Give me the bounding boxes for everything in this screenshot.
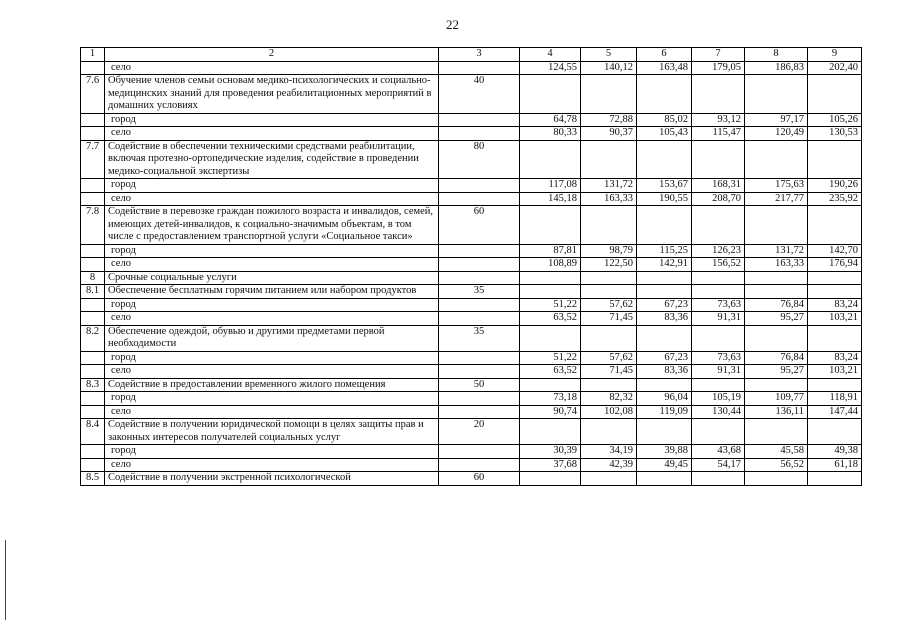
tariff-value-cell <box>808 75 862 114</box>
service-name-cell: город <box>105 445 439 459</box>
row-number-cell <box>81 458 105 472</box>
table-row <box>81 445 862 459</box>
tariff-value-cell <box>692 325 745 351</box>
table-row <box>81 140 862 179</box>
tariff-value-cell <box>520 419 581 445</box>
tariff-value-cell <box>581 75 637 114</box>
tariff-value-cell <box>581 206 637 245</box>
points-cell <box>439 458 520 472</box>
tariff-value-cell: 30,39 <box>520 445 581 459</box>
table-row <box>81 365 862 379</box>
service-name-cell: село <box>105 312 439 326</box>
row-number-cell <box>81 127 105 141</box>
tariff-value-cell: 42,39 <box>581 458 637 472</box>
service-name-cell: Содействие в получении юридической помощи в целях защиты прав и законных интересов получателей социальных услуг <box>105 419 439 445</box>
column-number-cell: 3 <box>439 48 520 62</box>
tariff-value-cell: 176,94 <box>808 258 862 272</box>
service-name-cell: город <box>105 298 439 312</box>
tariff-value-cell: 37,68 <box>520 458 581 472</box>
tariff-value-cell <box>692 206 745 245</box>
tariff-value-cell: 51,22 <box>520 351 581 365</box>
tariff-value-cell <box>637 271 692 285</box>
tariff-value-cell: 73,18 <box>520 392 581 406</box>
points-cell <box>439 258 520 272</box>
tariff-value-cell: 163,33 <box>745 258 808 272</box>
row-number-cell <box>81 405 105 419</box>
points-cell <box>439 298 520 312</box>
tariff-value-cell <box>581 325 637 351</box>
tariff-value-cell: 118,91 <box>808 392 862 406</box>
tariff-value-cell <box>745 378 808 392</box>
tariff-value-cell <box>745 140 808 179</box>
tariff-value-cell: 190,55 <box>637 192 692 206</box>
tariff-value-cell: 136,11 <box>745 405 808 419</box>
tariff-value-cell <box>637 285 692 299</box>
row-number-cell: 8.5 <box>81 472 105 486</box>
tariff-value-cell: 67,23 <box>637 351 692 365</box>
tariff-value-cell: 90,37 <box>581 127 637 141</box>
table-row <box>81 127 862 141</box>
tariff-value-cell: 117,08 <box>520 179 581 193</box>
tariff-value-cell <box>581 140 637 179</box>
tariff-value-cell <box>692 75 745 114</box>
tariff-value-cell: 235,92 <box>808 192 862 206</box>
points-cell <box>439 392 520 406</box>
tariff-value-cell <box>637 325 692 351</box>
tariff-value-cell <box>745 472 808 486</box>
points-cell <box>439 351 520 365</box>
tariff-value-cell: 105,43 <box>637 127 692 141</box>
column-number-cell: 8 <box>745 48 808 62</box>
row-number-cell: 7.7 <box>81 140 105 179</box>
tariff-value-cell: 49,45 <box>637 458 692 472</box>
tariff-value-cell: 130,53 <box>808 127 862 141</box>
tariff-value-cell: 91,31 <box>692 365 745 379</box>
points-cell <box>439 271 520 285</box>
points-cell: 80 <box>439 140 520 179</box>
tariff-value-cell: 73,63 <box>692 298 745 312</box>
points-cell <box>439 127 520 141</box>
row-number-cell <box>81 365 105 379</box>
tariff-value-cell: 103,21 <box>808 365 862 379</box>
table-row <box>81 113 862 127</box>
tariff-value-cell <box>637 419 692 445</box>
service-name-cell: город <box>105 244 439 258</box>
tariff-value-cell <box>808 206 862 245</box>
tariff-value-cell <box>745 271 808 285</box>
column-number-cell: 2 <box>105 48 439 62</box>
tariff-value-cell: 49,38 <box>808 445 862 459</box>
tariff-value-cell <box>692 140 745 179</box>
tariff-value-cell: 153,67 <box>637 179 692 193</box>
row-number-cell <box>81 244 105 258</box>
tariff-value-cell <box>520 75 581 114</box>
tariff-value-cell <box>808 271 862 285</box>
points-cell <box>439 365 520 379</box>
tariff-value-cell <box>520 285 581 299</box>
table-row <box>81 206 862 245</box>
tariff-value-cell <box>637 206 692 245</box>
row-number-cell: 8.2 <box>81 325 105 351</box>
points-cell <box>439 244 520 258</box>
tariff-value-cell <box>692 378 745 392</box>
service-name-cell: Содействие в получении экстренной психологической <box>105 472 439 486</box>
tariff-value-cell: 51,22 <box>520 298 581 312</box>
tariff-value-cell <box>808 285 862 299</box>
tariff-value-cell: 130,44 <box>692 405 745 419</box>
tariff-value-cell <box>581 271 637 285</box>
service-name-cell: Содействие в предоставлении временного жилого помещения <box>105 378 439 392</box>
tariff-value-cell <box>581 378 637 392</box>
points-cell <box>439 405 520 419</box>
table-row <box>81 378 862 392</box>
tariff-value-cell: 175,63 <box>745 179 808 193</box>
row-number-cell <box>81 113 105 127</box>
tariff-value-cell: 57,62 <box>581 351 637 365</box>
table-row <box>81 405 862 419</box>
table-row <box>81 244 862 258</box>
tariff-value-cell: 85,02 <box>637 113 692 127</box>
service-name-cell: город <box>105 179 439 193</box>
tariff-value-cell: 83,24 <box>808 351 862 365</box>
tariff-value-cell: 56,52 <box>745 458 808 472</box>
points-cell <box>439 192 520 206</box>
points-cell: 50 <box>439 378 520 392</box>
column-number-header <box>81 48 862 62</box>
tariff-value-cell: 83,36 <box>637 312 692 326</box>
tariff-value-cell: 71,45 <box>581 365 637 379</box>
tariff-value-cell: 122,50 <box>581 258 637 272</box>
tariff-value-cell: 119,09 <box>637 405 692 419</box>
tariff-table <box>80 47 862 486</box>
tariff-value-cell <box>745 206 808 245</box>
service-name-cell: Содействие в перевозке граждан пожилого возраста и инвалидов, семей, имеющих детей-инвалидов, к социально-значимым объектам, в том числе с предоставлением транспортной услуги «Социальное такси» <box>105 206 439 245</box>
tariff-value-cell <box>808 472 862 486</box>
tariff-value-cell <box>581 285 637 299</box>
table-row <box>81 271 862 285</box>
table-row <box>81 392 862 406</box>
tariff-value-cell: 217,77 <box>745 192 808 206</box>
tariff-value-cell: 73,63 <box>692 351 745 365</box>
tariff-value-cell: 109,77 <box>745 392 808 406</box>
table-row <box>81 472 862 486</box>
row-number-cell <box>81 298 105 312</box>
tariff-value-cell: 163,48 <box>637 61 692 75</box>
tariff-value-cell: 71,45 <box>581 312 637 326</box>
tariff-value-cell <box>745 75 808 114</box>
tariff-value-cell <box>637 378 692 392</box>
row-number-cell <box>81 179 105 193</box>
service-name-cell: Обучение членов семьи основам медико-психологических и социально-медицинских знаний для проведения реабилитационных мероприятий в домашних условиях <box>105 75 439 114</box>
tariff-value-cell <box>808 378 862 392</box>
service-name-cell: Обеспечение бесплатным горячим питанием или набором продуктов <box>105 285 439 299</box>
tariff-value-cell: 120,49 <box>745 127 808 141</box>
tariff-value-cell <box>637 472 692 486</box>
row-number-cell <box>81 61 105 75</box>
tariff-value-cell: 147,44 <box>808 405 862 419</box>
tariff-value-cell: 168,31 <box>692 179 745 193</box>
row-number-cell: 7.8 <box>81 206 105 245</box>
tariff-value-cell: 95,27 <box>745 312 808 326</box>
tariff-value-cell <box>520 271 581 285</box>
tariff-value-cell: 208,70 <box>692 192 745 206</box>
table-row <box>81 351 862 365</box>
tariff-value-cell: 190,26 <box>808 179 862 193</box>
tariff-value-cell <box>808 325 862 351</box>
row-number-cell: 8 <box>81 271 105 285</box>
tariff-value-cell: 124,55 <box>520 61 581 75</box>
points-cell: 20 <box>439 419 520 445</box>
table-row <box>81 285 862 299</box>
tariff-value-cell: 105,19 <box>692 392 745 406</box>
row-number-cell: 8.3 <box>81 378 105 392</box>
tariff-value-cell: 105,26 <box>808 113 862 127</box>
points-cell <box>439 61 520 75</box>
tariff-value-cell <box>745 325 808 351</box>
tariff-value-cell <box>520 140 581 179</box>
service-name-cell: Обеспечение одеждой, обувью и другими предметами первой необходимости <box>105 325 439 351</box>
tariff-value-cell: 126,23 <box>692 244 745 258</box>
tariff-value-cell: 102,08 <box>581 405 637 419</box>
column-number-cell: 5 <box>581 48 637 62</box>
tariff-value-cell <box>520 206 581 245</box>
tariff-value-cell: 43,68 <box>692 445 745 459</box>
tariff-value-cell: 140,12 <box>581 61 637 75</box>
table-row <box>81 61 862 75</box>
tariff-value-cell <box>745 285 808 299</box>
points-cell: 60 <box>439 472 520 486</box>
tariff-value-cell: 61,18 <box>808 458 862 472</box>
tariff-value-cell: 72,88 <box>581 113 637 127</box>
points-cell <box>439 445 520 459</box>
tariff-value-cell <box>692 472 745 486</box>
points-cell: 35 <box>439 325 520 351</box>
table-row <box>81 258 862 272</box>
service-name-cell: Срочные социальные услуги <box>105 271 439 285</box>
tariff-value-cell <box>637 140 692 179</box>
tariff-value-cell <box>637 75 692 114</box>
tariff-value-cell: 115,47 <box>692 127 745 141</box>
points-cell <box>439 113 520 127</box>
table-row <box>81 458 862 472</box>
tariff-value-cell <box>520 325 581 351</box>
tariff-value-cell: 156,52 <box>692 258 745 272</box>
tariff-value-cell: 54,17 <box>692 458 745 472</box>
tariff-value-cell: 82,32 <box>581 392 637 406</box>
service-name-cell: село <box>105 458 439 472</box>
row-number-cell <box>81 392 105 406</box>
points-cell <box>439 312 520 326</box>
tariff-value-cell: 131,72 <box>745 244 808 258</box>
tariff-value-cell: 97,17 <box>745 113 808 127</box>
tariff-value-cell <box>808 140 862 179</box>
tariff-value-cell: 57,62 <box>581 298 637 312</box>
service-name-cell: село <box>105 127 439 141</box>
tariff-value-cell: 45,58 <box>745 445 808 459</box>
row-number-cell <box>81 258 105 272</box>
tariff-value-cell: 67,23 <box>637 298 692 312</box>
table-row <box>81 298 862 312</box>
row-number-cell <box>81 445 105 459</box>
table-row <box>81 325 862 351</box>
page-number: 22 <box>446 17 459 32</box>
tariff-value-cell: 186,83 <box>745 61 808 75</box>
row-number-cell: 7.6 <box>81 75 105 114</box>
tariff-value-cell: 142,70 <box>808 244 862 258</box>
tariff-value-cell: 34,19 <box>581 445 637 459</box>
service-name-cell: город <box>105 351 439 365</box>
tariff-value-cell: 202,40 <box>808 61 862 75</box>
column-number-cell: 7 <box>692 48 745 62</box>
tariff-value-cell: 115,25 <box>637 244 692 258</box>
row-number-cell <box>81 351 105 365</box>
tariff-value-cell: 145,18 <box>520 192 581 206</box>
service-name-cell: село <box>105 61 439 75</box>
points-cell: 35 <box>439 285 520 299</box>
tariff-value-cell: 98,79 <box>581 244 637 258</box>
tariff-value-cell: 63,52 <box>520 312 581 326</box>
column-number-cell: 6 <box>637 48 692 62</box>
points-cell <box>439 179 520 193</box>
row-number-cell: 8.1 <box>81 285 105 299</box>
service-name-cell: село <box>105 365 439 379</box>
table-row <box>81 179 862 193</box>
tariff-value-cell <box>692 285 745 299</box>
row-number-cell <box>81 192 105 206</box>
column-number-cell: 1 <box>81 48 105 62</box>
tariff-value-cell <box>745 419 808 445</box>
service-name-cell: город <box>105 113 439 127</box>
tariff-value-cell <box>581 472 637 486</box>
table-row <box>81 75 862 114</box>
service-name-cell: село <box>105 405 439 419</box>
tariff-value-cell <box>692 271 745 285</box>
tariff-value-cell: 90,74 <box>520 405 581 419</box>
tariff-value-cell: 142,91 <box>637 258 692 272</box>
tariff-value-cell <box>808 419 862 445</box>
service-name-cell: село <box>105 192 439 206</box>
tariff-value-cell: 87,81 <box>520 244 581 258</box>
service-name-cell: Содействие в обеспечении техническими средствами реабилитации, включая протезно-ортопедические изделия, содействие в проведении медико-социальной экспертизы <box>105 140 439 179</box>
tariff-value-cell: 64,78 <box>520 113 581 127</box>
tariff-value-cell: 80,33 <box>520 127 581 141</box>
row-number-cell <box>81 312 105 326</box>
row-number-cell: 8.4 <box>81 419 105 445</box>
tariff-value-cell: 39,88 <box>637 445 692 459</box>
points-cell: 60 <box>439 206 520 245</box>
tariff-value-cell: 83,36 <box>637 365 692 379</box>
tariff-value-cell: 83,24 <box>808 298 862 312</box>
tariff-value-cell: 163,33 <box>581 192 637 206</box>
tariff-value-cell: 76,84 <box>745 298 808 312</box>
tariff-value-cell: 103,21 <box>808 312 862 326</box>
tariff-value-cell: 96,04 <box>637 392 692 406</box>
tariff-value-cell: 76,84 <box>745 351 808 365</box>
tariff-value-cell <box>520 378 581 392</box>
tariff-value-cell: 131,72 <box>581 179 637 193</box>
tariff-value-cell: 63,52 <box>520 365 581 379</box>
tariff-value-cell: 95,27 <box>745 365 808 379</box>
tariff-value-cell <box>520 472 581 486</box>
scan-margin-line <box>5 540 6 620</box>
tariff-value-cell <box>581 419 637 445</box>
column-number-cell: 9 <box>808 48 862 62</box>
table-row <box>81 419 862 445</box>
table-row <box>81 192 862 206</box>
service-name-cell: село <box>105 258 439 272</box>
tariff-value-cell: 179,05 <box>692 61 745 75</box>
points-cell: 40 <box>439 75 520 114</box>
tariff-value-cell: 91,31 <box>692 312 745 326</box>
service-name-cell: город <box>105 392 439 406</box>
tariff-value-cell: 108,89 <box>520 258 581 272</box>
table-row <box>81 312 862 326</box>
tariff-value-cell: 93,12 <box>692 113 745 127</box>
table-body <box>81 61 862 485</box>
tariff-value-cell <box>692 419 745 445</box>
column-number-cell: 4 <box>520 48 581 62</box>
